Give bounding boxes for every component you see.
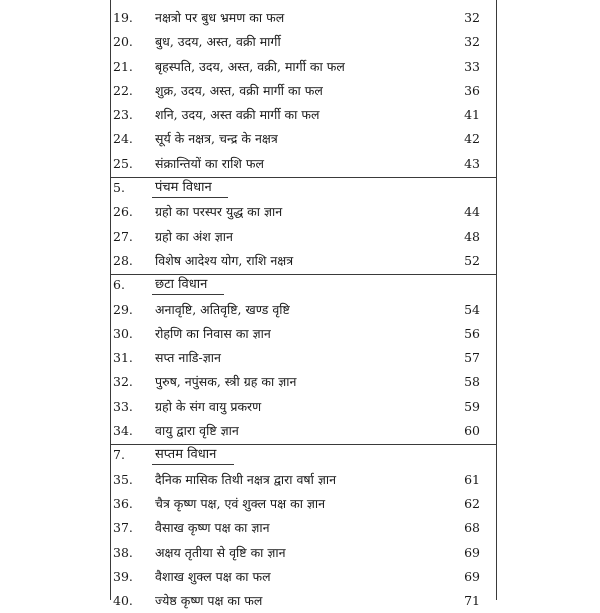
section-heading	[0, 273, 600, 297]
entry-page: 69	[464, 568, 480, 584]
entry-page: 59	[464, 398, 480, 414]
entry-page: 58	[464, 374, 480, 390]
entry-page: 36	[464, 82, 480, 98]
toc-entry	[0, 370, 600, 394]
toc-entry	[0, 55, 600, 79]
entry-page: 62	[464, 495, 480, 511]
toc-entry	[0, 395, 600, 419]
toc-entry	[0, 419, 600, 443]
entry-page: 44	[464, 204, 480, 220]
entry-title: संक्रान्तियों का राशि फल	[155, 155, 264, 171]
entry-page: 52	[464, 252, 480, 268]
entry-title: ग्रहो का अंश ज्ञान	[155, 228, 233, 244]
entry-page: 33	[464, 58, 480, 74]
toc-entry	[0, 541, 600, 565]
entry-page: 48	[464, 228, 480, 244]
section-number: 6.	[113, 277, 125, 293]
entry-page: 69	[464, 544, 480, 560]
entry-title: शुक्र, उदय, अस्त, वक्री मार्गी का फल	[155, 82, 323, 98]
toc-entry	[0, 298, 600, 322]
section-number: 7.	[113, 447, 125, 463]
entry-number: 39.	[113, 568, 133, 584]
entry-page: 41	[464, 107, 480, 123]
entry-page: 60	[464, 423, 480, 439]
section-title: पंचम विधान	[155, 180, 212, 196]
entry-number: 25.	[113, 155, 133, 171]
toc-entry	[0, 152, 600, 176]
entry-number: 34.	[113, 423, 133, 439]
entry-title: ग्रहो का परस्पर युद्ध का ज्ञान	[155, 204, 283, 220]
section-underline	[152, 197, 228, 198]
entry-number: 26.	[113, 204, 133, 220]
entry-page: 56	[464, 325, 480, 341]
entry-number: 31.	[113, 350, 133, 366]
entry-page: 57	[464, 350, 480, 366]
section-heading	[0, 443, 600, 467]
entry-title: विशेष आदेश्य योग, राशि नक्षत्र	[155, 252, 294, 268]
entry-title: अनावृष्टि, अतिवृष्टि, खण्ड वृष्टि	[155, 301, 290, 317]
entry-page: 71	[464, 593, 480, 609]
entry-number: 32.	[113, 374, 133, 390]
entry-page: 61	[464, 471, 480, 487]
entry-title: सप्त नाडि-ज्ञान	[155, 350, 221, 366]
toc-entry	[0, 225, 600, 249]
toc-entry	[0, 322, 600, 346]
entry-page: 42	[464, 131, 480, 147]
entry-page: 43	[464, 155, 480, 171]
entry-number: 36.	[113, 495, 133, 511]
toc-entry	[0, 103, 600, 127]
toc-entry	[0, 79, 600, 103]
entry-title: ग्रहो के संग वायु प्रकरण	[155, 398, 262, 414]
section-title: सप्तम विधान	[155, 447, 217, 463]
toc-entry	[0, 565, 600, 589]
toc-entry	[0, 492, 600, 516]
toc-entry	[0, 516, 600, 540]
table-of-contents	[0, 6, 600, 613]
entry-number: 21.	[113, 58, 133, 74]
entry-title: दैनिक मासिक तिथी नक्षत्र द्वारा वर्षा ज्ञान	[155, 471, 337, 487]
toc-entry	[0, 127, 600, 151]
toc-entry	[0, 468, 600, 492]
entry-title: ज्येष्ठ कृष्ण पक्ष का फल	[155, 593, 263, 609]
section-heading	[0, 176, 600, 200]
entry-number: 27.	[113, 228, 133, 244]
entry-title: बृहस्पति, उदय, अस्त, वक्री, मार्गी का फल	[155, 58, 345, 74]
entry-title: वैशाख शुक्ल पक्ष का फल	[155, 568, 271, 584]
entry-page: 32	[464, 10, 480, 25]
section-underline	[152, 294, 224, 295]
entry-title: शनि, उदय, अस्त वक्री मार्गी का फल	[155, 107, 320, 123]
toc-entry	[0, 30, 600, 54]
entry-title: वायु द्वारा वृष्टि ज्ञान	[155, 423, 239, 439]
toc-entry	[0, 200, 600, 224]
section-title: छटा विधान	[155, 277, 208, 293]
entry-number: 22.	[113, 82, 133, 98]
entry-number: 19.	[113, 10, 133, 25]
toc-entry	[0, 6, 600, 30]
entry-number: 37.	[113, 520, 133, 536]
entry-title: वैसाख कृष्ण पक्ष का ज्ञान	[155, 520, 270, 536]
entry-page: 68	[464, 520, 480, 536]
toc-entry	[0, 249, 600, 273]
entry-number: 40.	[113, 593, 133, 609]
entry-number: 28.	[113, 252, 133, 268]
entry-title: अक्षय तृतीया से वृष्टि का ज्ञान	[155, 544, 286, 560]
entry-title: नक्षत्रो पर बुध भ्रमण का फल	[155, 10, 285, 25]
entry-title: पुरुष, नपुंसक, स्त्री ग्रह का ज्ञान	[155, 374, 297, 390]
toc-entry	[0, 346, 600, 370]
toc-entry	[0, 589, 600, 613]
entry-page: 54	[464, 301, 480, 317]
entry-title: बुध, उदय, अस्त, वक्री मार्गी	[155, 34, 281, 50]
entry-number: 30.	[113, 325, 133, 341]
entry-number: 23.	[113, 107, 133, 123]
entry-number: 24.	[113, 131, 133, 147]
entry-title: चैत्र कृष्ण पक्ष, एवं शुक्ल पक्ष का ज्ञान	[155, 495, 326, 511]
entry-page: 32	[464, 34, 480, 50]
section-underline	[152, 464, 234, 465]
entry-number: 20.	[113, 34, 133, 50]
entry-title: रोहणि का निवास का ज्ञान	[155, 325, 271, 341]
entry-title: सूर्य के नक्षत्र, चन्द्र के नक्षत्र	[155, 131, 278, 147]
section-number: 5.	[113, 180, 125, 196]
entry-number: 35.	[113, 471, 133, 487]
entry-number: 29.	[113, 301, 133, 317]
entry-number: 33.	[113, 398, 133, 414]
entry-number: 38.	[113, 544, 133, 560]
